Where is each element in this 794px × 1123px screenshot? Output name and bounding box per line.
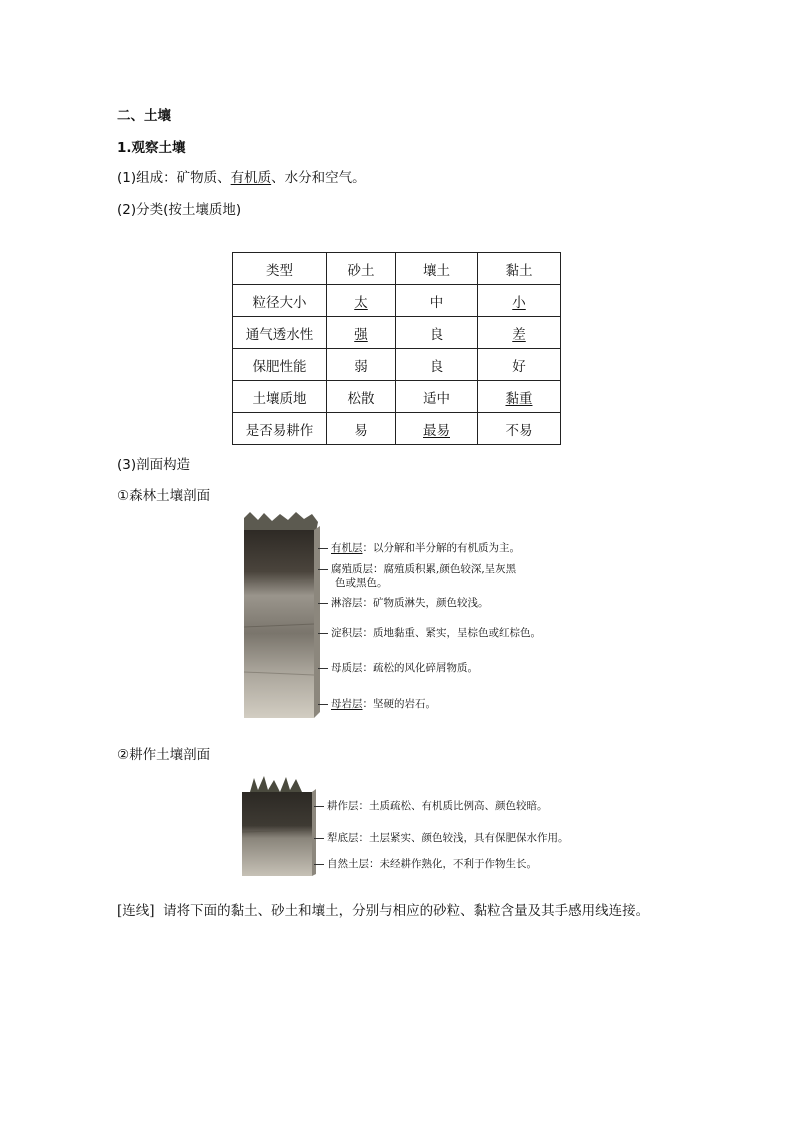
table-cell	[327, 349, 396, 381]
layer-label: 有机层：以分解和半分解的有机质为主。	[318, 540, 520, 555]
table-header-cell: 类型	[233, 253, 327, 285]
table-header-cell: 壤土	[396, 253, 478, 285]
table-cell	[327, 285, 396, 317]
cell-value: 适中	[423, 390, 450, 407]
row-label-cell: 土壤质地	[233, 381, 327, 413]
cell-value: 中	[429, 294, 444, 311]
cell-value: 最易	[423, 422, 450, 439]
cell-value: 良	[429, 358, 444, 375]
farm-profile-title: ②耕作土壤剖面	[117, 747, 211, 763]
table-cell	[396, 317, 478, 349]
layer-label: 淋溶层：矿物质淋失，颜色较浅。	[318, 595, 489, 610]
table-header-row	[233, 253, 561, 285]
soil-classification-table	[232, 252, 561, 445]
table-row	[233, 349, 561, 381]
forest-profile-title: ①森林土壤剖面	[117, 488, 211, 504]
cell-value: 弱	[354, 358, 368, 375]
composition-prefix: (1)组成：矿物质、	[117, 170, 231, 186]
cell-value: 好	[512, 358, 526, 375]
farm-soil-profile-image	[240, 774, 316, 878]
composition-suffix: 、水分和空气。	[271, 170, 366, 186]
table-row	[233, 381, 561, 413]
table-cell	[396, 285, 478, 317]
cell-value: 不易	[505, 422, 533, 439]
cell-value: 差	[512, 326, 526, 343]
layer-label: 腐殖质层：腐殖质积累,颜色较深,呈灰黑	[318, 561, 516, 576]
layer-label: 犁底层：土层紧实、颜色较浅，具有保肥保水作用。	[314, 830, 569, 845]
table-cell	[478, 317, 561, 349]
table-row	[233, 317, 561, 349]
section-title: 二、土壤	[117, 108, 171, 124]
row-label-cell: 通气透水性	[233, 317, 327, 349]
layer-label: 淀积层：质地黏重、紧实，呈棕色或红棕色。	[318, 625, 541, 640]
row-label-cell: 是否易耕作	[233, 413, 327, 445]
table-cell	[396, 413, 478, 445]
table-cell	[478, 285, 561, 317]
row-label-cell: 粒径大小	[233, 285, 327, 317]
layer-label: 自然土层：未经耕作熟化，不利于作物生长。	[314, 856, 537, 871]
cell-value: 小	[512, 294, 526, 311]
layer-label: 耕作层：土质疏松、有机质比例高、颜色较暗。	[314, 798, 548, 813]
table-header-cell: 砂土	[327, 253, 396, 285]
layer-label: 母岩层：坚硬的岩石。	[318, 696, 436, 711]
cell-value: 易	[354, 422, 368, 439]
cell-value: 良	[429, 326, 444, 343]
cell-value: 松散	[347, 390, 375, 407]
connect-text: 请将下面的黏土、砂土和壤土，分别与相应的砂粒、黏粒含量及其手感用线连接。	[163, 903, 650, 919]
table-cell	[478, 349, 561, 381]
cell-value: 黏重	[505, 390, 533, 407]
table-cell	[327, 317, 396, 349]
composition-line	[117, 166, 366, 186]
classification-title: (2)分类(按土壤质地)	[117, 202, 242, 218]
table-cell	[396, 349, 478, 381]
forest-soil-profile-image	[240, 512, 320, 726]
layer-label: 色或黑色。	[335, 577, 388, 589]
table-cell	[478, 413, 561, 445]
cell-value: 太	[354, 294, 368, 311]
table-cell	[327, 413, 396, 445]
table-row	[233, 285, 561, 317]
layer-label: 母质层：疏松的风化碎屑物质。	[318, 660, 478, 675]
subsection-title: 1.观察土壤	[117, 140, 186, 156]
table-cell	[327, 381, 396, 413]
composition-underlined: 有机质	[230, 170, 272, 186]
table-row	[233, 413, 561, 445]
cell-value: 强	[354, 326, 368, 343]
profile-title: (3)剖面构造	[117, 457, 191, 473]
row-label-cell: 保肥性能	[233, 349, 327, 381]
connect-tag: [连线]	[117, 903, 155, 919]
table-cell	[478, 381, 561, 413]
table-header-cell: 黏土	[478, 253, 561, 285]
table-cell	[396, 381, 478, 413]
connect-task	[117, 899, 649, 919]
